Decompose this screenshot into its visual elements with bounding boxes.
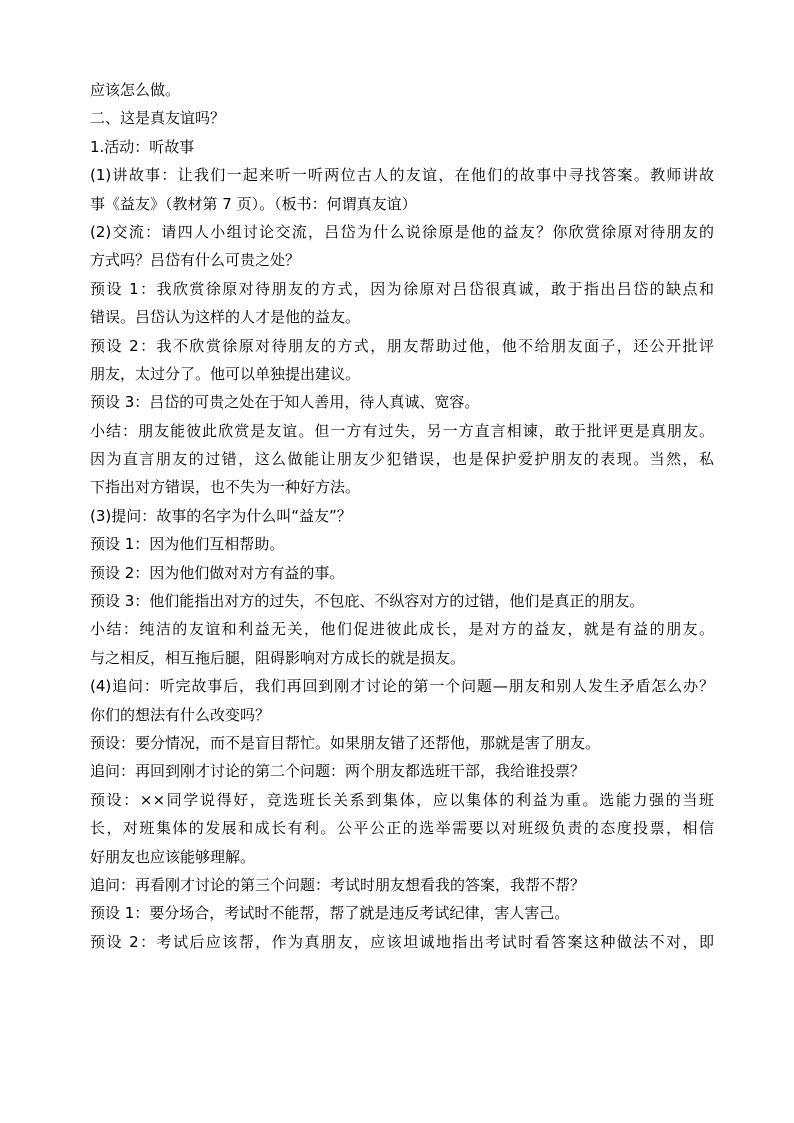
- paragraph-line: 预设 2：因为他们做对对方有益的事。: [90, 563, 345, 582]
- paragraph-line: 小结：纯洁的友谊和利益无关，他们促进彼此成长，是对方的益友，就是有益的朋友。: [90, 620, 714, 639]
- paragraph-line: (4)追问：听完故事后，我们再回到刚才讨论的第一个问题—朋友和别人发生矛盾怎么办？: [90, 677, 714, 696]
- paragraph-line: 追问：再看刚才讨论的第三个问题：考试时朋友想看我的答案，我帮不帮？: [90, 875, 586, 894]
- paragraph-line: (2)交流：请四人小组讨论交流，吕岱为什么说徐原是他的益友？你欣赏徐原对待朋友的: [90, 222, 714, 241]
- paragraph-line: 事《益友》（教材第 7 页）。（板书：何谓真友谊）: [90, 194, 417, 213]
- paragraph-line: 预设 2：考试后应该帮，作为真朋友，应该坦诚地指出考试时看答案这种做法不对，即: [90, 932, 714, 951]
- paragraph-line: 追问：再回到刚才讨论的第二个问题：两个朋友都选班干部，我给谁投票？: [90, 762, 586, 781]
- paragraph-line: 1.活动：听故事: [90, 137, 195, 156]
- paragraph-line: 错误。吕岱认为这样的人才是他的益友。: [90, 308, 361, 327]
- paragraph-line: (1)讲故事：让我们一起来听一听两位古人的友谊，在他们的故事中寻找答案。教师讲故: [90, 166, 714, 185]
- paragraph-line: 长，对班集体的发展和成长有利。公平公正的选举需要以对班级负责的态度投票，相信: [90, 819, 714, 838]
- paragraph-line: 预设 1：我欣赏徐原对待朋友的方式，因为徐原对吕岱很真诚，敢于指出吕岱的缺点和: [90, 279, 714, 298]
- paragraph-line: 预设：要分情况，而不是盲目帮忙。如果朋友错了还帮他，那就是害了朋友。: [90, 733, 601, 752]
- paragraph-line: 应该怎么做。: [90, 81, 181, 99]
- paragraph-line: 因为直言朋友的过错，这么做能让朋友少犯错误，也是保护爱护朋友的表现。当然，私: [90, 450, 714, 469]
- document-page: [90, 76, 714, 956]
- paragraph-line: 好朋友也应该能够理解。: [90, 847, 256, 866]
- paragraph-line: 你们的想法有什么改变吗？: [90, 705, 271, 724]
- paragraph-line: (3)提问：故事的名字为什么叫“益友”？: [90, 506, 352, 525]
- paragraph-line: 方式吗？吕岱有什么可贵之处？: [90, 251, 301, 270]
- paragraph-line: 小结：朋友能彼此欣赏是友谊。但一方有过失，另一方直言相谏，敢于批评更是真朋友。: [90, 421, 714, 440]
- paragraph-line: 预设 1：要分场合，考试时不能帮，帮了就是违反考试纪律，害人害己。: [90, 904, 570, 923]
- paragraph-line: 预设 1：因为他们互相帮助。: [90, 535, 285, 554]
- paragraph-line: 下指出对方错误，也不失为一种好方法。: [90, 478, 361, 497]
- paragraph-line: 预设 3：他们能指出对方的过失，不包庇、不纵容对方的过错，他们是真正的朋友。: [90, 592, 645, 611]
- paragraph-line: 与之相反，相互拖后腿，阻碍影响对方成长的就是损友。: [90, 648, 466, 667]
- paragraph-line: 预设：××同学说得好，竞选班长关系到集体，应以集体的利益为重。选能力强的当班: [90, 790, 714, 809]
- paragraph-line: 二、这是真友谊吗？: [90, 109, 226, 128]
- paragraph-line: 朋友，太过分了。他可以单独提出建议。: [90, 364, 361, 383]
- paragraph-line: 预设 3：吕岱的可贵之处在于知人善用，待人真诚、宽容。: [90, 393, 480, 412]
- paragraph-line: 预设 2：我不欣赏徐原对待朋友的方式，朋友帮助过他，他不给朋友面子，还公开批评: [90, 336, 714, 355]
